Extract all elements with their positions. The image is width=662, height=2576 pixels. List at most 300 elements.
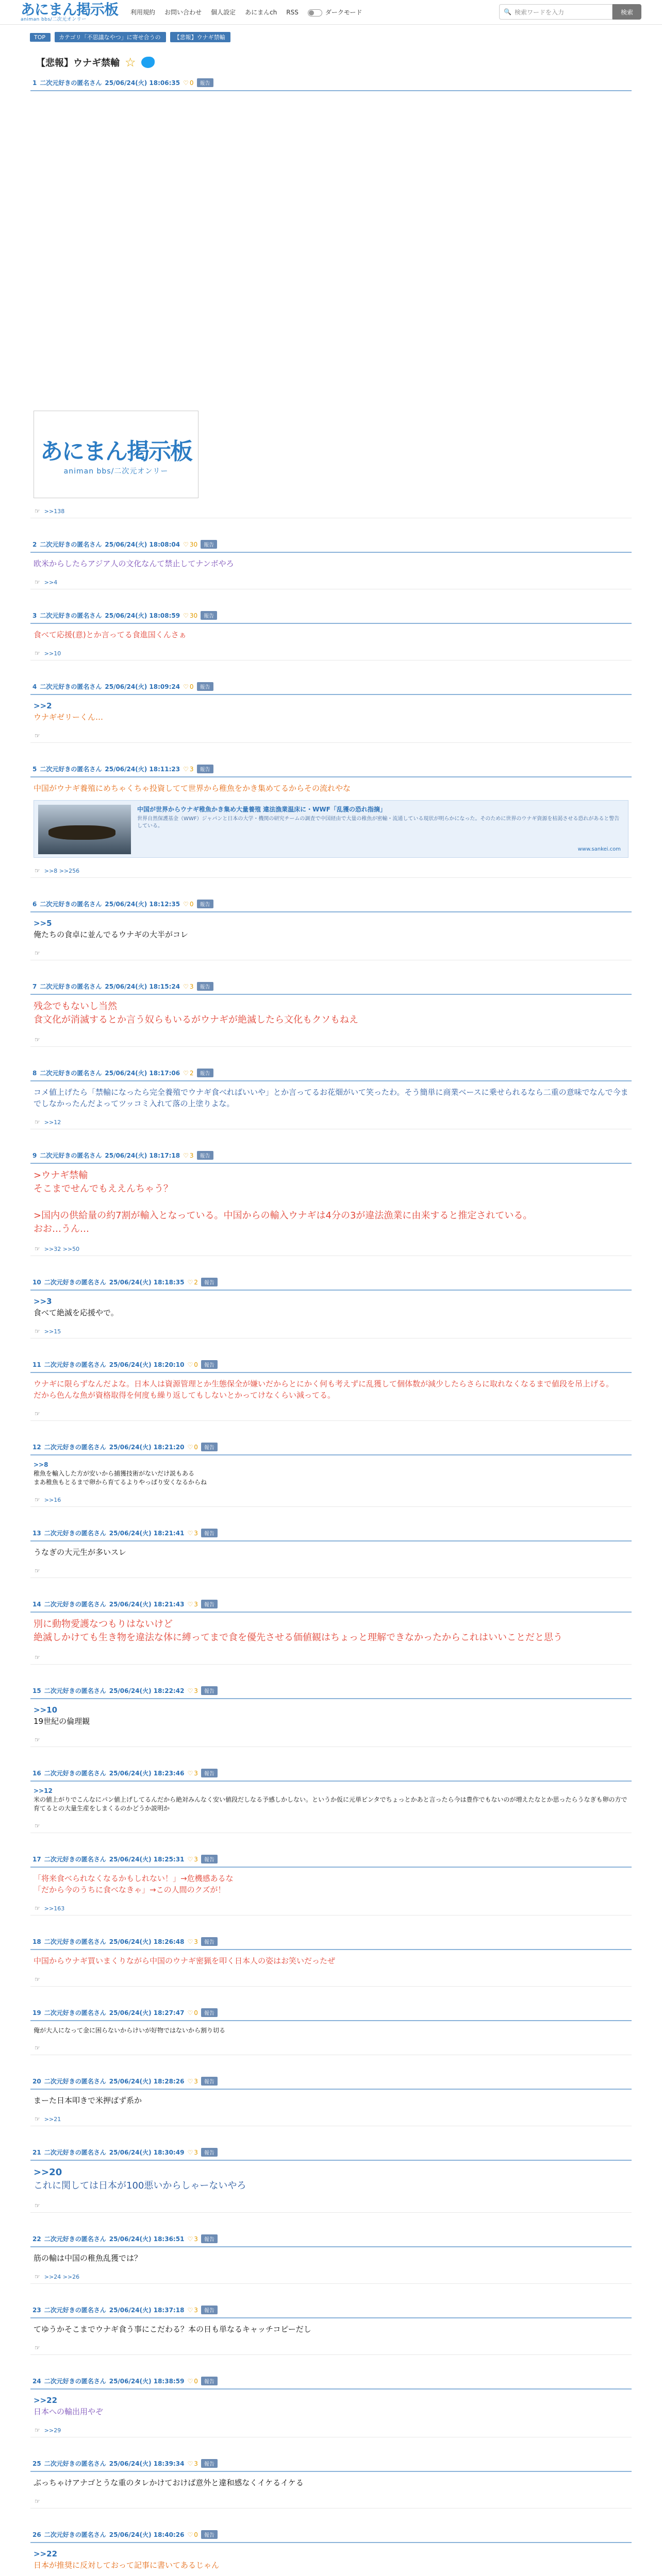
- like-count: 0: [189, 683, 194, 690]
- post-body: [30, 1699, 632, 1727]
- post-number[interactable]: 13: [32, 1529, 41, 1537]
- post-author: 二次元好きの匿名さん: [40, 901, 102, 908]
- post-text: 日本への輸出用やぞ: [34, 2407, 104, 2416]
- post-author: 二次元好きの匿名さん: [40, 79, 102, 87]
- report-button[interactable]: 報告: [197, 1069, 213, 1077]
- post-date: 25/06/24(火) 18:09:24: [105, 683, 180, 690]
- post-body: [30, 1291, 632, 1318]
- like-count: 0: [189, 900, 194, 908]
- report-button[interactable]: 報告: [201, 540, 217, 549]
- post-number[interactable]: 20: [32, 2077, 41, 2085]
- reply-icon[interactable]: ☞: [35, 1328, 40, 1335]
- heart-icon: ♡: [183, 982, 189, 990]
- post-item: [30, 897, 632, 960]
- heart-icon: ♡: [183, 1069, 189, 1077]
- post-body: [30, 2247, 632, 2264]
- like-button[interactable]: [183, 612, 197, 619]
- post-body: [30, 2389, 632, 2417]
- reply-links: [30, 575, 632, 589]
- reply-links: [30, 1651, 632, 1665]
- nav-animanch[interactable]: あにまんch: [245, 9, 277, 16]
- post-number[interactable]: 12: [32, 1443, 41, 1451]
- heart-icon: ♡: [187, 1443, 193, 1451]
- post-text: 19世紀の倫理観: [34, 1717, 90, 1726]
- like-button[interactable]: [187, 1444, 197, 1451]
- post-item: [30, 538, 632, 589]
- like-button[interactable]: [183, 766, 193, 773]
- post-anchor[interactable]: >>8: [34, 1461, 48, 1468]
- report-button[interactable]: 報告: [197, 900, 213, 908]
- post-text: ウナギゼリーくん…: [34, 713, 104, 722]
- post-anchor[interactable]: >>2: [34, 701, 52, 710]
- like-button[interactable]: [183, 983, 193, 990]
- post-author: 二次元好きの匿名さん: [44, 1770, 106, 1777]
- post-item: [30, 1527, 632, 1578]
- site-logo[interactable]: [21, 3, 118, 22]
- post-body: [30, 2543, 632, 2571]
- post-author: 二次元好きの匿名さん: [44, 2307, 106, 2314]
- reply-anchor[interactable]: >>10: [44, 650, 61, 657]
- search-area: [499, 4, 641, 20]
- post-author: 二次元好きの匿名さん: [40, 1070, 102, 1077]
- report-button[interactable]: 報告: [201, 1855, 218, 1863]
- post-item: [30, 680, 632, 743]
- like-count: 3: [189, 982, 194, 990]
- post-anchor[interactable]: >>5: [34, 919, 52, 928]
- reply-icon[interactable]: ☞: [35, 1036, 40, 1043]
- post-item: [30, 2146, 632, 2213]
- post-author: 二次元好きの匿名さん: [40, 983, 102, 990]
- reply-icon[interactable]: ☞: [35, 2115, 40, 2123]
- like-button[interactable]: [183, 79, 193, 87]
- post-text: 食べて応援(意)とか言ってる食進国くんさぁ: [34, 630, 187, 639]
- post-header: [30, 1276, 632, 1291]
- reply-links: [30, 1115, 632, 1129]
- reply-links: [30, 2424, 632, 2437]
- post-author: 二次元好きの匿名さん: [40, 541, 102, 548]
- nav-settings[interactable]: 個人設定: [211, 9, 236, 16]
- reply-links: [30, 2495, 632, 2509]
- post-text: 中国からウナギ買いまくりながら中国のウナギ密猟を叩く日本人の姿はお笑いだったぜ: [34, 1956, 336, 1965]
- report-button[interactable]: 報告: [201, 1686, 218, 1695]
- reply-links: [30, 2270, 632, 2284]
- post-header: [30, 76, 632, 91]
- nav-rss[interactable]: RSS: [286, 8, 299, 16]
- reply-icon[interactable]: ☞: [35, 2273, 40, 2280]
- link-card[interactable]: [34, 800, 628, 858]
- report-button[interactable]: 報告: [201, 1769, 218, 1777]
- report-button[interactable]: 報告: [201, 1937, 218, 1946]
- like-count: 3: [194, 2306, 198, 2314]
- post-number[interactable]: 11: [32, 1361, 41, 1368]
- post-number[interactable]: 25: [32, 2460, 41, 2467]
- post-author: 二次元好きの匿名さん: [44, 1279, 106, 1286]
- report-button[interactable]: 報告: [201, 1529, 218, 1537]
- post-number[interactable]: 5: [32, 765, 37, 773]
- report-button[interactable]: 報告: [197, 765, 213, 773]
- post-item: [30, 76, 632, 518]
- reply-icon[interactable]: ☞: [35, 1822, 40, 1829]
- like-count: 3: [194, 1769, 198, 1777]
- post-anchor[interactable]: >>12: [34, 1787, 53, 1794]
- reply-icon[interactable]: ☞: [35, 1245, 40, 1252]
- like-button[interactable]: [187, 2235, 197, 2243]
- site-logo-subtitle: animan bbs/二次元オンリー: [21, 16, 87, 22]
- like-count: 0: [194, 1443, 198, 1451]
- like-button[interactable]: [187, 2307, 197, 2314]
- like-count: 3: [194, 2460, 198, 2467]
- post-author: 二次元好きの匿名さん: [44, 1444, 106, 1451]
- reply-anchor[interactable]: >>12: [44, 1118, 61, 1126]
- twitter-share-icon[interactable]: [141, 57, 155, 68]
- post-number[interactable]: 18: [32, 1938, 41, 1945]
- favorite-star-icon[interactable]: ☆: [125, 55, 136, 70]
- thread-title-row: [0, 42, 662, 69]
- heart-icon: ♡: [183, 765, 189, 773]
- like-button[interactable]: [183, 1152, 193, 1159]
- post-date: 25/06/24(火) 18:11:23: [105, 766, 180, 773]
- nav-contact[interactable]: お問い合わせ: [164, 9, 202, 16]
- post-date: 25/06/24(火) 18:38:59: [109, 2378, 185, 2385]
- post-header: [30, 897, 632, 912]
- site-logo-text: あにまん掲示板: [21, 1, 119, 18]
- post-number[interactable]: 2: [32, 540, 37, 548]
- reply-icon[interactable]: ☞: [35, 1654, 40, 1661]
- like-count: 2: [189, 1069, 194, 1077]
- post-body: [30, 1782, 632, 1813]
- post-number[interactable]: 19: [32, 2009, 41, 2016]
- post-text: 俺が大人になって金に困らないからけいが好物ではないから割り切る: [34, 2027, 226, 2034]
- dark-mode-toggle[interactable]: [308, 8, 362, 16]
- like-count: 3: [189, 765, 194, 773]
- post-number[interactable]: 24: [32, 2377, 41, 2385]
- nav-terms[interactable]: 利用規約: [130, 9, 156, 16]
- reply-anchor[interactable]: >>163: [44, 1905, 65, 1912]
- reply-links: [30, 1819, 632, 1833]
- like-button[interactable]: [187, 1856, 197, 1863]
- report-button[interactable]: 報告: [201, 1278, 218, 1286]
- reply-icon[interactable]: ☞: [35, 2427, 40, 2434]
- like-button[interactable]: [187, 1601, 197, 1608]
- link-host: www.sankei.com: [577, 846, 621, 852]
- like-count: 0: [194, 2531, 198, 2538]
- post-text: ウナギに限らずなんだよな。日本人は資源管理とか生態保全が嫌いだからとにかく何も考えずに乱獲して個体数が減少したらさらに取れなくなるまで値段を吊上げる。 だから色んな魚が資格取得を何度も繰り返してもしないとかってけなくらい減ってる。: [34, 1379, 614, 1400]
- reply-links: [30, 1902, 632, 1916]
- post-header: [30, 538, 632, 553]
- like-button[interactable]: [187, 1361, 197, 1368]
- post-number[interactable]: 4: [32, 683, 37, 690]
- post-header: [30, 762, 632, 777]
- heart-icon: ♡: [187, 1769, 193, 1777]
- like-count: 3: [194, 1600, 198, 1608]
- post-number[interactable]: 7: [32, 982, 37, 990]
- link-thumbnail: [38, 805, 131, 854]
- post-author: 二次元好きの匿名さん: [44, 1687, 106, 1694]
- like-button[interactable]: [183, 541, 197, 548]
- reply-links: [30, 729, 632, 743]
- post-anchor[interactable]: >>22: [34, 2396, 58, 2405]
- post-date: 25/06/24(火) 18:08:04: [105, 541, 180, 548]
- post-header: [30, 2146, 632, 2161]
- reply-anchor[interactable]: >>29: [44, 2427, 61, 2434]
- image-logo: あにまん掲示板: [40, 438, 192, 465]
- heart-icon: ♡: [183, 79, 189, 87]
- reply-links: [30, 1493, 632, 1507]
- post-date: 25/06/24(火) 18:25:31: [109, 1856, 185, 1863]
- post-number[interactable]: 3: [32, 612, 37, 619]
- heart-icon: ♡: [187, 2460, 193, 2467]
- post-text: >ウナギ禁輸 そこまでせんでもええんちゃう？ >国内の供給量の約7割が輸入となっている。中国からの輸入ウナギは4分の3が違法漁業に由来すると推定されている。 おお…うん…: [34, 1170, 533, 1234]
- post-author: 二次元好きの匿名さん: [44, 2235, 106, 2243]
- report-button[interactable]: 報告: [197, 78, 213, 87]
- post-number[interactable]: 26: [32, 2531, 41, 2538]
- reply-links: [30, 1407, 632, 1421]
- post-item: [30, 609, 632, 660]
- post-text: 別に動物愛護なつもりはないけど 絶滅しかけても生き物を違法な体に縛ってまで食を優先させる価値観はちょっと理解できなかったからこれはいいことだと思う: [34, 1619, 562, 1643]
- report-button[interactable]: 報告: [201, 2530, 218, 2539]
- like-button[interactable]: [187, 2378, 197, 2385]
- like-button[interactable]: [187, 2078, 197, 2085]
- post-author: 二次元好きの匿名さん: [44, 2531, 106, 2538]
- reply-anchor[interactable]: >>15: [44, 1328, 61, 1335]
- like-count: 2: [194, 1278, 198, 1286]
- post-item: [30, 1276, 632, 1338]
- reply-icon[interactable]: ☞: [35, 1567, 40, 1574]
- post-header: [30, 980, 632, 995]
- post-body: [30, 1541, 632, 1558]
- post-item: [30, 1935, 632, 1987]
- like-button[interactable]: [187, 1687, 197, 1694]
- post-number[interactable]: 1: [32, 79, 37, 87]
- post-number[interactable]: 22: [32, 2235, 41, 2243]
- report-button[interactable]: 報告: [201, 2077, 218, 2086]
- reply-anchor[interactable]: >>138: [44, 507, 65, 515]
- post-date: 25/06/24(火) 18:17:06: [105, 1070, 180, 1077]
- post-item: [30, 2303, 632, 2355]
- thread-title: 【悲報】ウナギ禁輸: [36, 58, 120, 69]
- post-author: 二次元好きの匿名さん: [44, 2078, 106, 2085]
- post-date: 25/06/24(火) 18:37:18: [109, 2307, 185, 2314]
- post-author: 二次元好きの匿名さん: [44, 1601, 106, 1608]
- post-number[interactable]: 8: [32, 1069, 37, 1077]
- post-item: [30, 1358, 632, 1421]
- like-count: 3: [194, 1687, 198, 1694]
- post-text: 食べて絶滅を応援やで。: [34, 1308, 119, 1317]
- like-button[interactable]: [187, 1279, 197, 1286]
- post-body: [30, 1868, 632, 1895]
- like-count: 3: [194, 2148, 198, 2156]
- reply-anchor[interactable]: >>21: [44, 2115, 61, 2123]
- like-button[interactable]: [187, 2460, 197, 2467]
- breadcrumb-category[interactable]: カテゴリ「不思議なやつ」に寄せ合うの: [55, 32, 166, 42]
- reply-icon[interactable]: ☞: [35, 2044, 40, 2052]
- reply-icon[interactable]: ☞: [35, 1736, 40, 1743]
- heart-icon: ♡: [187, 1687, 193, 1694]
- report-button[interactable]: 報告: [201, 1600, 218, 1608]
- post-header: [30, 2528, 632, 2543]
- like-button[interactable]: [187, 1770, 197, 1777]
- report-button[interactable]: 報告: [201, 2306, 218, 2314]
- reply-icon[interactable]: ☞: [35, 2202, 40, 2209]
- heart-icon: ♡: [187, 2531, 193, 2538]
- reply-anchor[interactable]: >>8 >>256: [44, 867, 80, 874]
- post-body: [30, 912, 632, 940]
- post-date: 25/06/24(火) 18:22:42: [109, 1687, 185, 1694]
- top-nav: [130, 8, 362, 16]
- reply-icon[interactable]: ☞: [35, 950, 40, 957]
- like-count: 30: [189, 612, 198, 619]
- post-number[interactable]: 9: [32, 1151, 37, 1159]
- heart-icon: ♡: [183, 540, 189, 548]
- report-button[interactable]: 報告: [201, 1443, 218, 1451]
- heart-icon: ♡: [183, 1151, 189, 1159]
- post-number[interactable]: 21: [32, 2148, 41, 2156]
- like-button[interactable]: [183, 1070, 193, 1077]
- post-item: [30, 1066, 632, 1129]
- reply-icon[interactable]: ☞: [35, 507, 40, 515]
- report-button[interactable]: 報告: [201, 2008, 218, 2017]
- post-author: 二次元好きの匿名さん: [44, 2460, 106, 2467]
- reply-links: [30, 946, 632, 960]
- reply-icon[interactable]: ☞: [35, 1496, 40, 1503]
- heart-icon: ♡: [183, 900, 189, 908]
- like-button[interactable]: [187, 2009, 197, 2016]
- heart-icon: ♡: [187, 1278, 193, 1286]
- post-body: [30, 1373, 632, 1401]
- post-number[interactable]: 10: [32, 1278, 41, 1286]
- post-text: コメ値上げたら「禁輸になったら完全養殖でウナギ食べればいいや」とか言ってるお花畑がいて笑ったわ。そう簡単に商業ベースに乗せられるなら二重の意味でなんで今までしなかったんだよってツッコミ入れて落の上塗りよな。: [34, 1088, 628, 1108]
- post-number[interactable]: 14: [32, 1600, 41, 1608]
- reply-icon[interactable]: ☞: [35, 732, 40, 739]
- post-anchor[interactable]: >>10: [34, 1705, 58, 1715]
- report-button[interactable]: 報告: [201, 2148, 218, 2157]
- post-anchor[interactable]: >>3: [34, 1297, 52, 1306]
- post-header: [30, 609, 632, 624]
- post-date: 25/06/24(火) 18:12:35: [105, 901, 180, 908]
- post-author: 二次元好きの匿名さん: [40, 766, 102, 773]
- like-button[interactable]: [183, 901, 193, 908]
- report-button[interactable]: 報告: [201, 2377, 218, 2385]
- post-header: [30, 2303, 632, 2318]
- reply-icon[interactable]: ☞: [35, 2344, 40, 2351]
- report-button[interactable]: 報告: [197, 982, 213, 991]
- reply-icon[interactable]: ☞: [35, 1410, 40, 1417]
- reply-icon[interactable]: ☞: [35, 2498, 40, 2505]
- post-item: [30, 1598, 632, 1665]
- post-date: 25/06/24(火) 18:17:18: [105, 1152, 180, 1159]
- post-number[interactable]: 15: [32, 1687, 41, 1694]
- post-item: [30, 762, 632, 878]
- reply-anchor[interactable]: >>32 >>50: [44, 1245, 80, 1252]
- post-number[interactable]: 6: [32, 900, 37, 908]
- reply-anchor[interactable]: >>24 >>26: [44, 2273, 80, 2280]
- post-body: [30, 91, 632, 96]
- post-number[interactable]: 23: [32, 2306, 41, 2314]
- reply-icon[interactable]: ☞: [35, 1905, 40, 1912]
- report-button[interactable]: 報告: [201, 1360, 218, 1369]
- reply-icon[interactable]: ☞: [35, 650, 40, 657]
- reply-icon[interactable]: ☞: [35, 867, 40, 874]
- like-button[interactable]: [187, 1938, 197, 1945]
- heart-icon: ♡: [187, 1938, 193, 1945]
- reply-anchor[interactable]: >>16: [44, 1496, 61, 1503]
- post-text: 稚魚を輸入した方が安いから捕獲技術がないだけ説もある まあ稚魚もとるまで卵から育てるよりやっぱり安くなるからね: [34, 1470, 207, 1486]
- report-button[interactable]: 報告: [201, 2234, 218, 2243]
- report-button[interactable]: 報告: [197, 1151, 213, 1160]
- breadcrumb: [0, 25, 662, 42]
- heart-icon: ♡: [183, 612, 189, 619]
- post-body: [30, 2021, 632, 2035]
- post-body: [30, 1613, 632, 1645]
- post-body: [30, 553, 632, 569]
- like-button[interactable]: [187, 1530, 197, 1537]
- post-text: 米の値上がりでこんなにパン値上げしてるんだから絶対みんなく安い値段だしなる予感しかしない。というか仮に元単ビンタでちょっとかあと言ったら今は豊作でもないのが増えたなとか思ったらうなぎも卵の方で育てるとの大量生産をしまくるのかどうか説明か: [34, 1796, 627, 1812]
- post-text: 欧米からしたらアジア人の文化なんて禁止してナンボやろ: [34, 559, 234, 568]
- report-button[interactable]: 報告: [197, 682, 213, 691]
- report-button[interactable]: 報告: [201, 2459, 218, 2468]
- post-date: 25/06/24(火) 18:36:51: [109, 2235, 185, 2243]
- breadcrumb-top[interactable]: TOP: [30, 33, 51, 42]
- post-author: 二次元好きの匿名さん: [44, 2378, 106, 2385]
- post-date: 25/06/24(火) 18:15:24: [105, 983, 180, 990]
- post-body: [30, 777, 632, 794]
- reply-links: [30, 1564, 632, 1578]
- like-button[interactable]: [187, 2531, 197, 2538]
- post-number[interactable]: 17: [32, 1855, 41, 1863]
- post-item: [30, 1853, 632, 1916]
- post-body: [30, 2318, 632, 2335]
- post-date: 25/06/24(火) 18:21:41: [109, 1530, 185, 1537]
- post-header: [30, 1527, 632, 1541]
- post-date: 25/06/24(火) 18:27:47: [109, 2009, 185, 2016]
- post-header: [30, 1598, 632, 1613]
- post-anchor[interactable]: >>20: [34, 2167, 62, 2178]
- post-number[interactable]: 16: [32, 1769, 41, 1777]
- post-item: [30, 2075, 632, 2126]
- report-button[interactable]: 報告: [201, 611, 217, 620]
- post-body: [30, 1081, 632, 1109]
- post-body: [30, 995, 632, 1027]
- like-button[interactable]: [183, 683, 193, 690]
- heart-icon: ♡: [187, 1600, 193, 1608]
- like-count: 0: [194, 2009, 198, 2016]
- post-header: [30, 1767, 632, 1782]
- reply-icon[interactable]: ☞: [35, 1118, 40, 1126]
- like-count: 3: [194, 2077, 198, 2085]
- reply-anchor[interactable]: >>4: [44, 579, 58, 586]
- post-author: 二次元好きの匿名さん: [40, 612, 102, 619]
- reply-icon[interactable]: ☞: [35, 1976, 40, 1983]
- post-anchor[interactable]: >>22: [34, 2549, 58, 2558]
- reply-icon[interactable]: ☞: [35, 579, 40, 586]
- reply-links: [30, 2199, 632, 2213]
- like-count: 3: [194, 1529, 198, 1537]
- post-date: 25/06/24(火) 18:08:59: [105, 612, 180, 619]
- post-date: 25/06/24(火) 18:23:46: [109, 1770, 185, 1777]
- search-input[interactable]: [499, 4, 613, 20]
- like-button[interactable]: [187, 2149, 197, 2156]
- post-header: [30, 2375, 632, 2389]
- toggle-icon: [308, 9, 322, 16]
- post-image[interactable]: [34, 411, 198, 498]
- like-count: 3: [194, 1938, 198, 1945]
- heart-icon: ♡: [187, 1361, 193, 1368]
- post-body: [30, 624, 632, 640]
- search-button[interactable]: 検索: [613, 4, 641, 20]
- breadcrumb-current: 【悲報】ウナギ禁輸: [170, 32, 230, 42]
- post-body: [30, 2472, 632, 2488]
- post-author: 二次元好きの匿名さん: [40, 1152, 102, 1159]
